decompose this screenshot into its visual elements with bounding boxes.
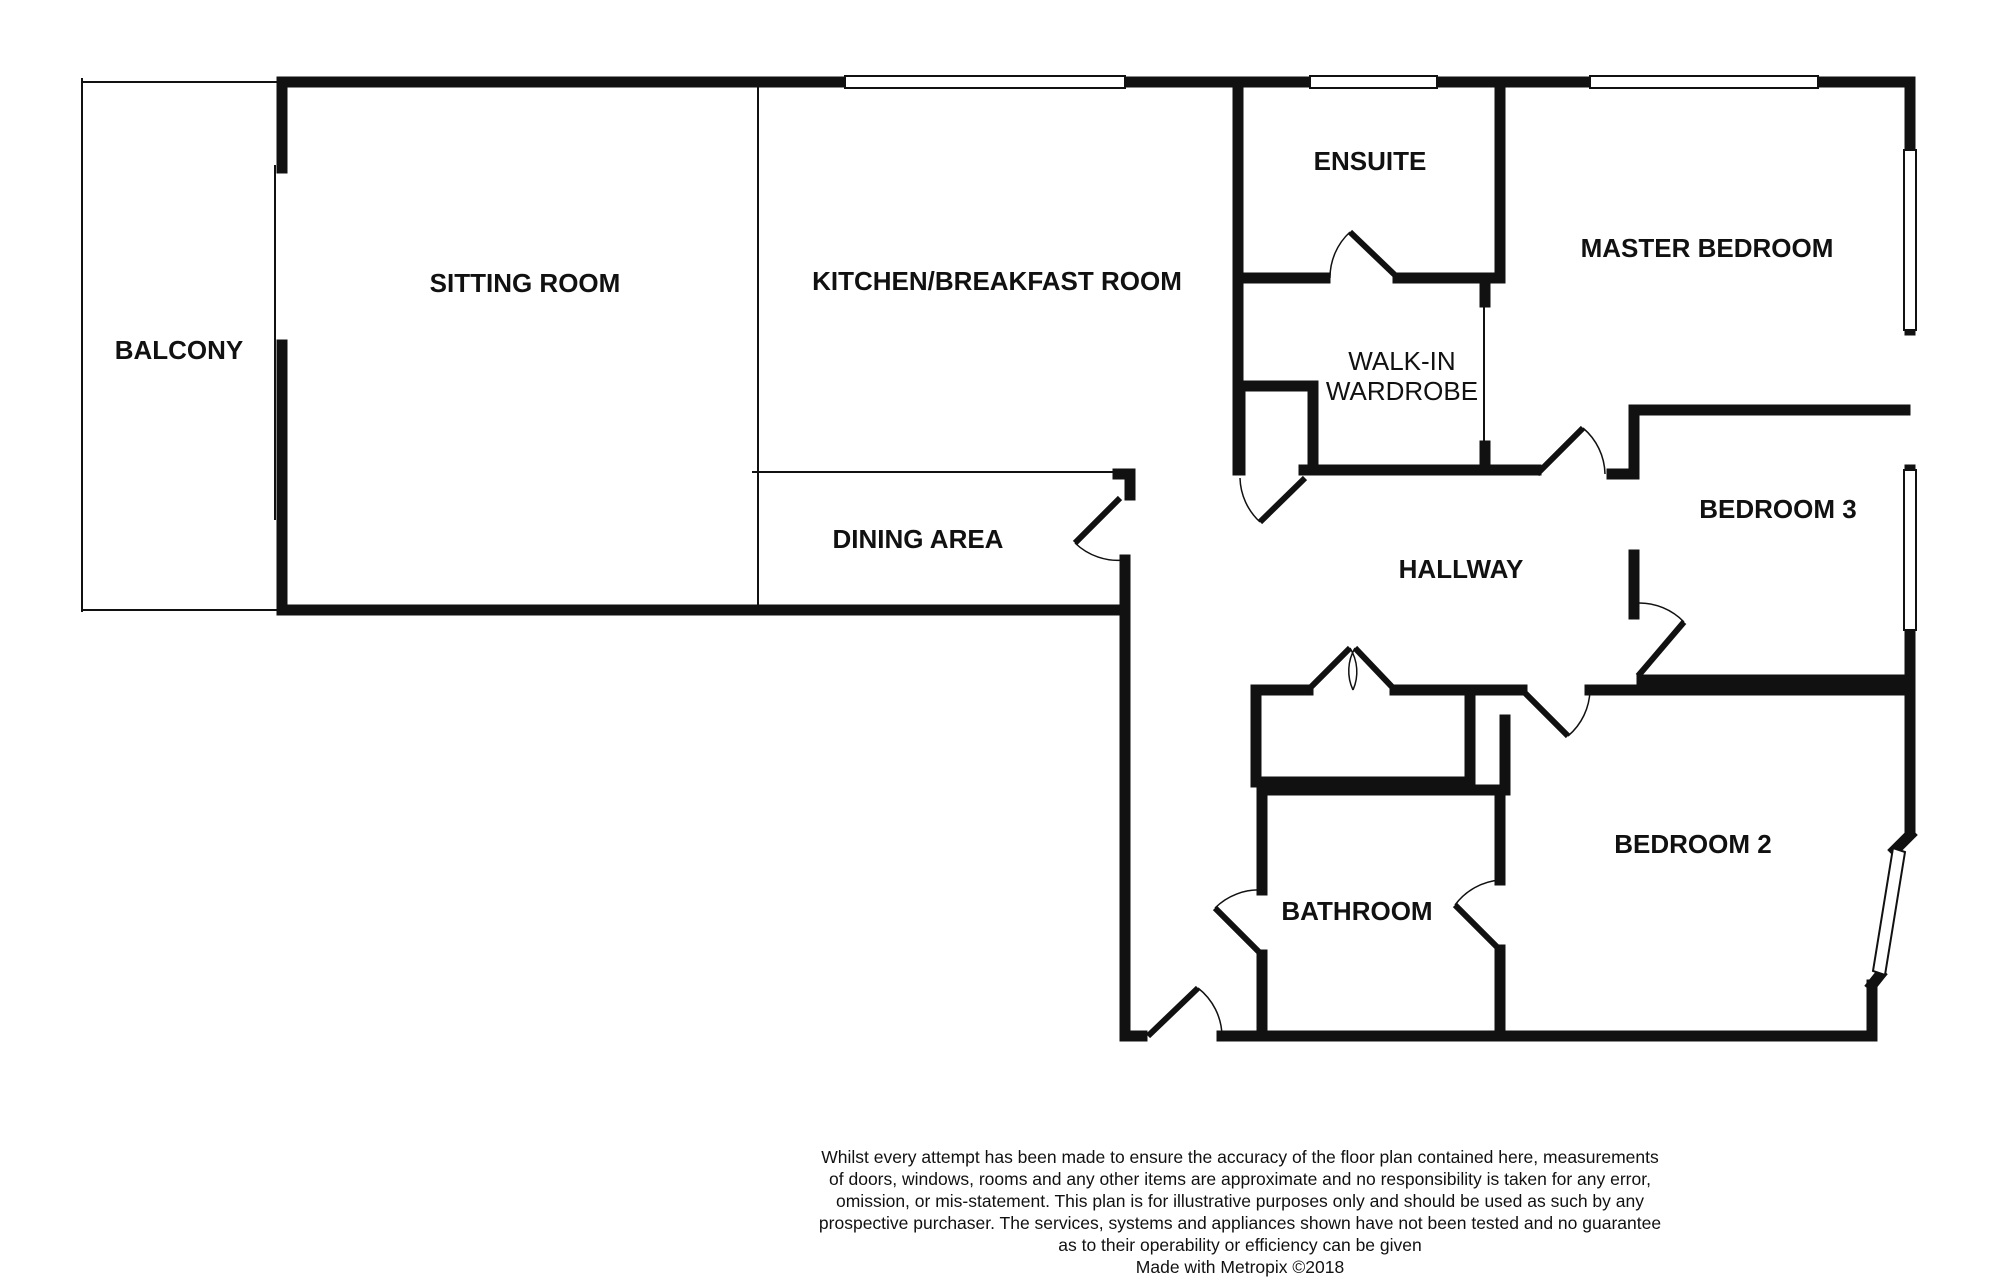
door-store-double bbox=[1308, 648, 1395, 690]
disclaimer-line: Whilst every attempt has been made to ensure the accuracy of the floor plan contained here, measurements bbox=[821, 1147, 1659, 1167]
door-dining bbox=[1075, 498, 1125, 560]
door-bedroom3 bbox=[1638, 603, 1684, 676]
outer-wall-left-bottom bbox=[282, 525, 1142, 1036]
label-wardrobe: WARDROBE bbox=[1325, 376, 1479, 406]
door-entrance bbox=[1148, 988, 1222, 1036]
ensuite-wall-bottom-b bbox=[1398, 88, 1500, 278]
disclaimer-line: prospective purchaser. The services, systems and appliances shown have not been tested and no guarantee bbox=[818, 1213, 1662, 1233]
door-ensuite bbox=[1330, 232, 1398, 278]
walls bbox=[282, 82, 1910, 1036]
store-bottom-wall bbox=[1256, 745, 1470, 782]
door-cupboard bbox=[1240, 478, 1305, 522]
outer-wall-bottom bbox=[1222, 985, 1872, 1036]
thin-lines bbox=[82, 78, 1484, 612]
bedroom2-right-wall-low bbox=[1872, 975, 1880, 985]
window-kitchen bbox=[845, 76, 1125, 88]
label-sitting-room: SITTING ROOM bbox=[429, 268, 621, 298]
disclaimer-text bbox=[740, 1146, 1740, 1278]
window-master-top bbox=[1590, 76, 1818, 88]
door-bathroom-right bbox=[1455, 880, 1500, 950]
store-top-wall-a bbox=[1256, 690, 1308, 745]
door-bedroom2 bbox=[1522, 690, 1590, 736]
disclaimer-line: omission, or mis-statement. This plan is for illustrative purposes only and should be used as such by any bbox=[836, 1191, 1644, 1211]
door-master bbox=[1537, 428, 1605, 474]
label-walk-in: WALK-IN bbox=[1348, 346, 1456, 376]
door-bathroom-left bbox=[1215, 890, 1262, 955]
label-dining-area: DINING AREA bbox=[832, 524, 1004, 554]
disclaimer-line: of doors, windows, rooms and any other items are approximate and no responsibility is taken for any error, bbox=[829, 1169, 1651, 1189]
window-master-side bbox=[1904, 150, 1916, 330]
window-bedroom3 bbox=[1904, 470, 1916, 630]
label-bedroom-3: BEDROOM 3 bbox=[1699, 494, 1857, 524]
room-labels bbox=[115, 146, 1857, 926]
label-kitchen: KITCHEN/BREAKFAST ROOM bbox=[812, 266, 1182, 296]
label-balcony: BALCONY bbox=[114, 335, 244, 365]
label-bathroom: BATHROOM bbox=[1281, 896, 1433, 926]
hall-top-wall-left bbox=[1118, 474, 1130, 495]
label-bedroom-2: BEDROOM 2 bbox=[1614, 829, 1772, 859]
window-bedroom2 bbox=[1873, 848, 1905, 975]
window-ensuite bbox=[1310, 76, 1437, 88]
label-ensuite: ENSUITE bbox=[1313, 146, 1427, 176]
credit-line: Made with Metropix ©2018 bbox=[1135, 1257, 1345, 1277]
disclaimer-line: as to their operability or efficiency can be given bbox=[1058, 1235, 1422, 1255]
bedroom2-right-wall bbox=[1895, 835, 1910, 850]
bedroom3-left-wall bbox=[1634, 410, 1905, 474]
label-master-bedroom: MASTER BEDROOM bbox=[1580, 233, 1834, 263]
label-hallway: HALLWAY bbox=[1398, 554, 1524, 584]
